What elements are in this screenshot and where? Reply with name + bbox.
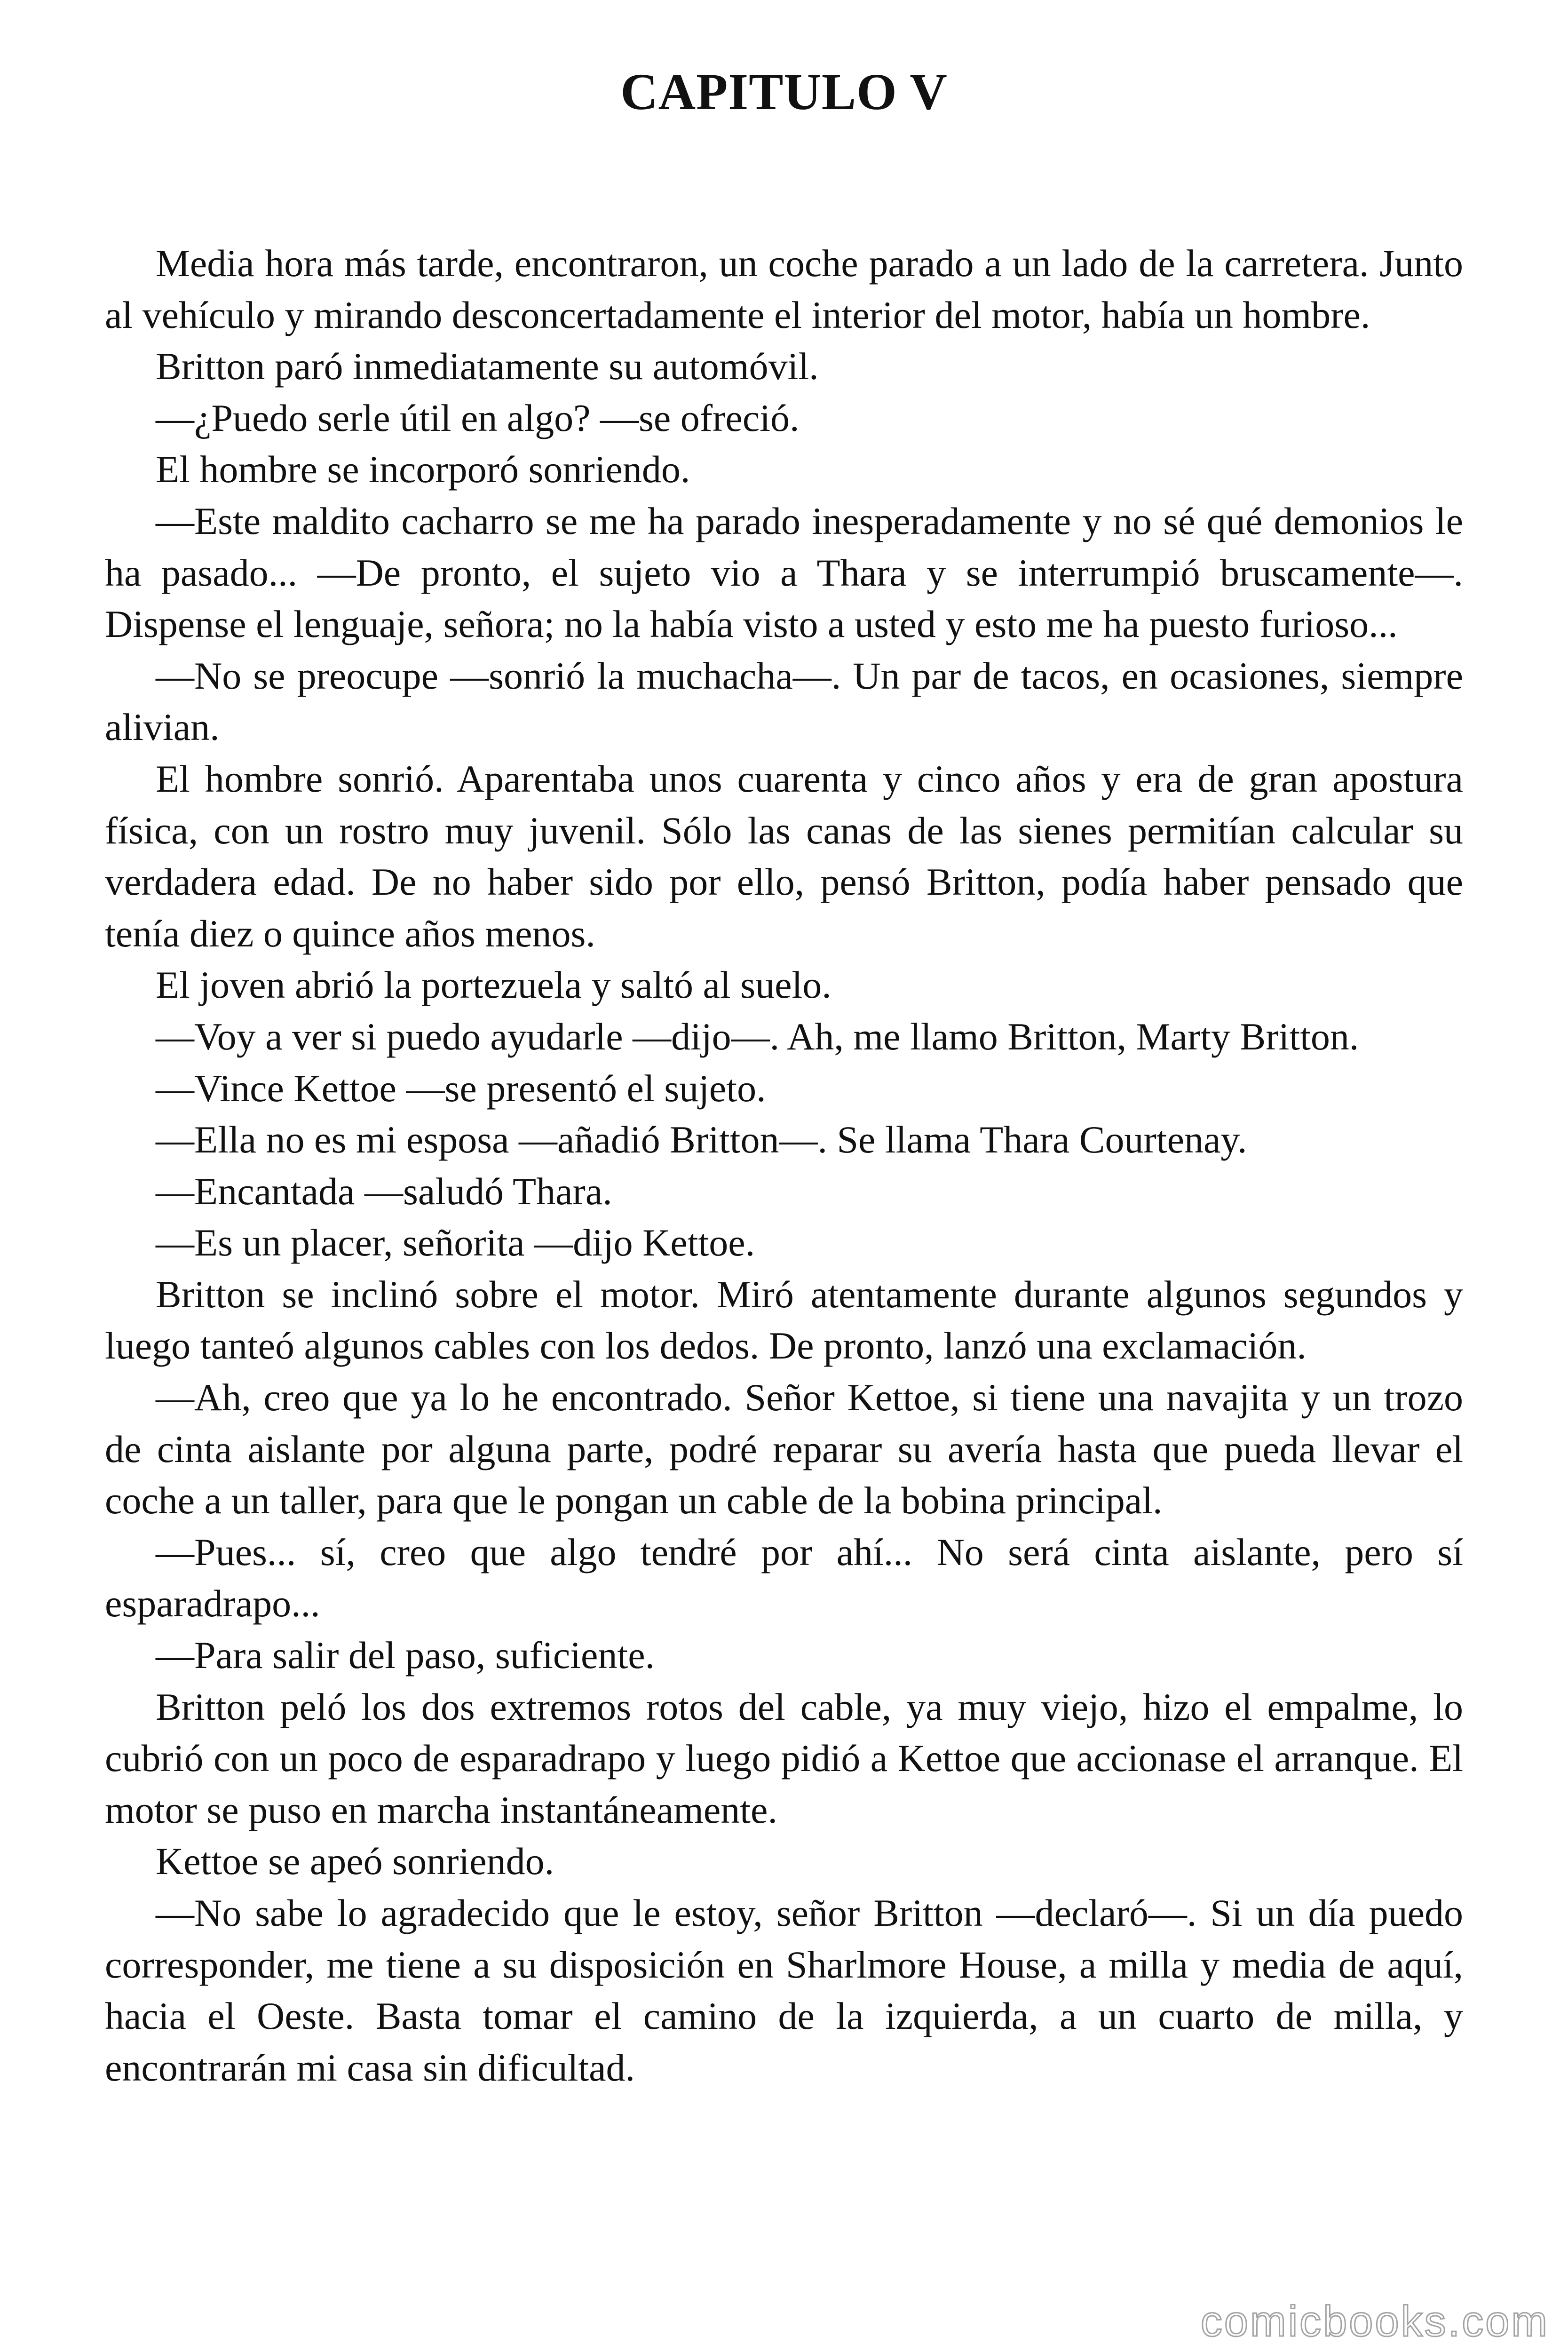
paragraph: —¿Puedo serle útil en algo? —se ofreció.	[156, 396, 800, 439]
paragraph: —Ah, creo que ya lo he encontrado. Señor Kettoe, si tiene una navajita y un trozo de cinta aislante por alguna parte, podré reparar su avería hasta que pueda llevar el coche a un taller, para que le pongan un cable de la bobina principal.	[105, 1376, 1463, 1522]
chapter-title: CAPITULO V	[620, 63, 948, 120]
paragraph: —Pues... sí, creo que algo tendré por ahí... No será cinta aislante, pero sí esparadrapo...	[105, 1530, 1463, 1625]
paragraph: Britton paró inmediatamente su automóvil.	[156, 345, 819, 388]
paragraph: El hombre sonrió. Aparentaba unos cuarenta y cinco años y era de gran apostura física, con un rostro muy juvenil. Sólo las canas de las sienes permitían calcular su verdadera edad. De no haber sido por ello, pensó Britton, podía haber pensado que tenía diez o quince años menos.	[105, 757, 1463, 955]
paragraph: —No se preocupe —sonrió la muchacha—. Un par de tacos, en ocasiones, siempre alivian.	[105, 654, 1463, 749]
paragraph: El hombre se incorporó sonriendo.	[156, 448, 690, 491]
paragraph: Media hora más tarde, encontraron, un coche parado a un lado de la carretera. Junto al vehículo y mirando desconcertadamente el interior del motor, había un hombre.	[105, 242, 1463, 336]
paragraph: —Encantada —saludó Thara.	[156, 1169, 612, 1213]
site-watermark: comicbooks.com	[1200, 2297, 1549, 2345]
paragraph: El joven abrió la portezuela y saltó al suelo.	[156, 963, 832, 1007]
paragraph: —Ella no es mi esposa —añadió Britton—. Se llama Thara Courtenay.	[156, 1118, 1247, 1161]
paragraph: —Para salir del paso, suficiente.	[156, 1634, 655, 1677]
paragraph: Kettoe se apeó sonriendo.	[156, 1840, 554, 1883]
paragraph: —Voy a ver si puedo ayudarle —dijo—. Ah, me llamo Britton, Marty Britton.	[156, 1015, 1359, 1058]
chapter-body	[105, 238, 1463, 2093]
paragraph: Britton se inclinó sobre el motor. Miró atentamente durante algunos segundos y luego tanteó algunos cables con los dedos. De pronto, lanzó una exclamación.	[105, 1272, 1463, 1367]
paragraph: —Vince Kettoe —se presentó el sujeto.	[156, 1066, 766, 1110]
paragraph: —Este maldito cacharro se me ha parado inesperadamente y no sé qué demonios le ha pasado... —De pronto, el sujeto vio a Thara y se interrumpió bruscamente—. Dispense el lenguaje, señora; no la había visto a usted y esto me ha puesto furioso...	[105, 499, 1463, 646]
paragraph: —No sabe lo agradecido que le estoy, señor Britton —declaró—. Si un día puedo corresponder, me tiene a su disposición en Sharlmore House, a milla y media de aquí, hacia el Oeste. Basta tomar el camino de la izquierda, a un cuarto de milla, y encontrarán mi casa sin dificultad.	[105, 1891, 1463, 2089]
paragraph: —Es un placer, señorita —dijo Kettoe.	[156, 1221, 755, 1264]
paragraph: Britton peló los dos extremos rotos del cable, ya muy viejo, hizo el empalme, lo cubrió con un poco de esparadrapo y luego pidió a Kettoe que accionase el arranque. El motor se puso en marcha instantáneamente.	[105, 1685, 1463, 1831]
